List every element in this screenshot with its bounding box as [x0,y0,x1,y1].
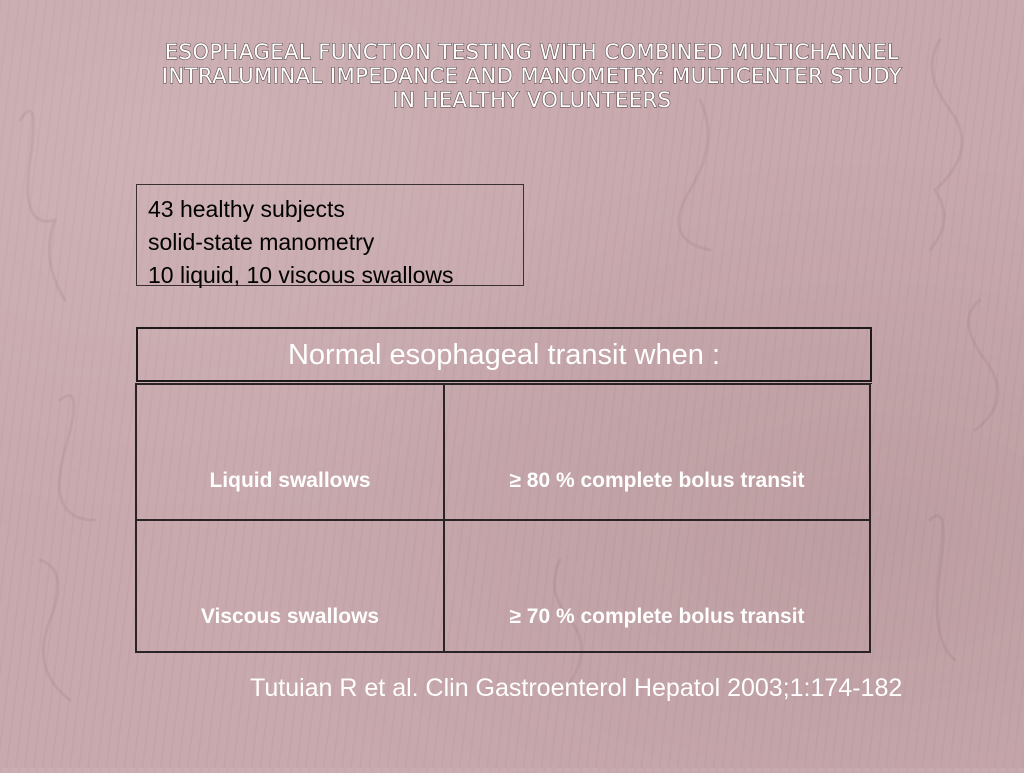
swallow-type-cell: Liquid swallows [136,384,444,520]
criterion-cell: ≥ 70 % complete bolus transit [444,520,870,652]
fact-manometry: solid-state manometry [148,229,375,255]
study-facts-box [136,184,524,286]
table-row [136,384,870,520]
fact-swallows: 10 liquid, 10 viscous swallows [148,262,454,288]
slide-title: ESOPHAGEAL FUNCTION TESTING WITH COMBINED MULTICHANNEL INTRALUMINAL IMPEDANCE AND MANOMETRY: MULTICENTER STUDY IN HEALTHY VOLUNTEERS [161,40,903,112]
fact-subjects: 43 healthy subjects [148,196,345,222]
table-row [136,520,870,652]
criteria-header: Normal esophageal transit when : [136,327,872,382]
criteria-table [135,383,871,653]
criterion-cell: ≥ 80 % complete bolus transit [444,384,870,520]
swallow-type-cell: Viscous swallows [136,520,444,652]
citation: Tutuian R et al. Clin Gastroenterol Hepatol 2003;1:174-182 [250,674,903,702]
